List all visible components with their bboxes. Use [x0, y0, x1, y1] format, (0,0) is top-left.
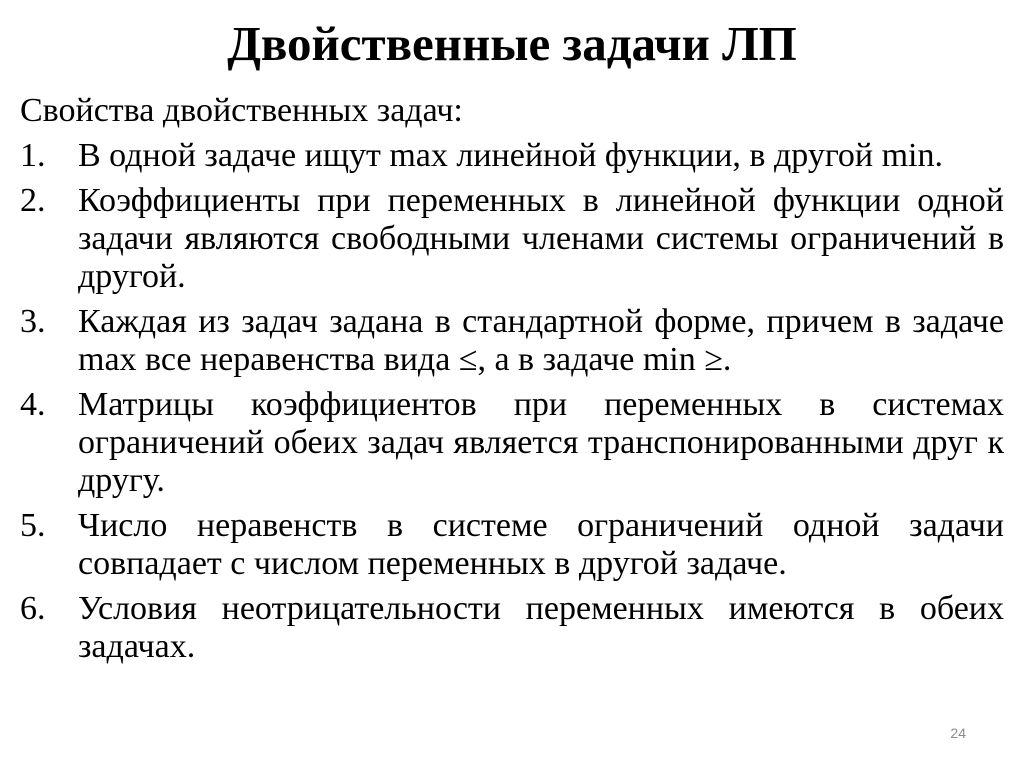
slide-title: Двойственные задачи ЛП: [227, 16, 797, 71]
properties-list: [20, 137, 1004, 666]
list-item: [20, 182, 1004, 296]
list-item-text: Матрицы коэффициентов при переменных в системах ограничений обеих задач является транспонированными друг к другу.: [78, 386, 1004, 499]
properties-intro: Свойства двойственных задач:: [20, 92, 463, 129]
list-item-number: 6.: [20, 590, 46, 627]
list-item-number: 3.: [20, 303, 46, 340]
list-item-text: Число неравенств в системе ограничений одной задачи совпадает с числом переменных в другой задаче.: [78, 507, 1004, 582]
list-item: [20, 137, 1004, 175]
list-item: [20, 303, 1004, 379]
slide-content: [20, 92, 1004, 673]
list-item-number: 2.: [20, 182, 46, 219]
list-item-number: 4.: [20, 386, 46, 423]
list-item-text: Каждая из задач задана в стандартной форме, причем в задаче max все неравенства вида ≤, а в задаче min ≥.: [78, 303, 1004, 378]
list-item: [20, 386, 1004, 500]
list-item-number: 1.: [20, 137, 46, 174]
list-item: [20, 507, 1004, 583]
list-item-text: В одной задаче ищут max линейной функции, в другой min.: [78, 137, 944, 174]
page-number: 24: [950, 725, 966, 741]
list-item-text: Коэффициенты при переменных в линейной функции одной задачи являются свободными членами системы ограничений в другой.: [78, 182, 1004, 295]
list-item-text: Условия неотрицательности переменных имеются в обеих задачах.: [78, 590, 1004, 665]
list-item: [20, 590, 1004, 666]
list-item-number: 5.: [20, 507, 46, 544]
